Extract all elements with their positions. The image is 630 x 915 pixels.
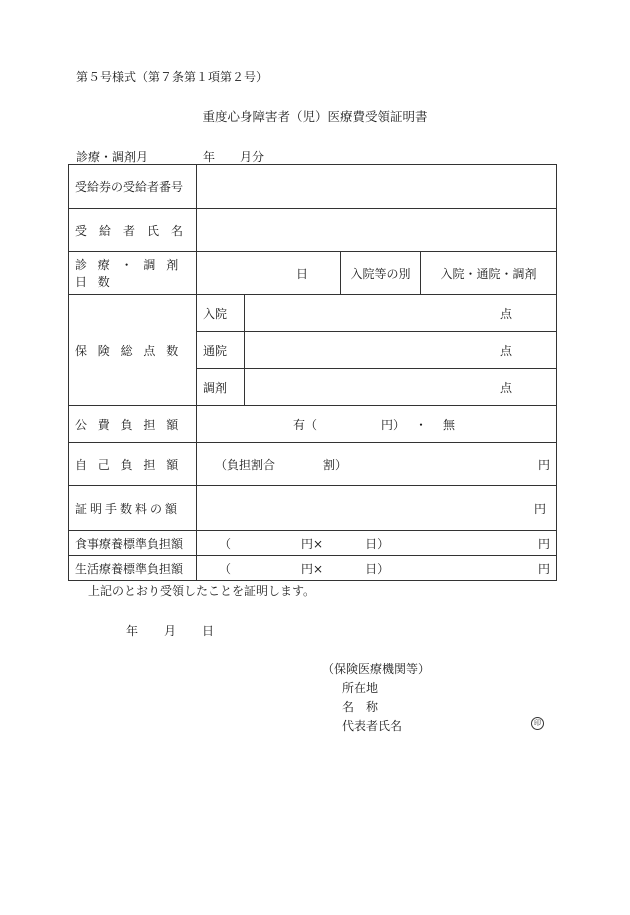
treatment-month-label: 診療・調剤月 <box>76 150 149 164</box>
living-burden-unit: 円 <box>537 561 550 576</box>
meal-burden-row <box>69 531 557 556</box>
institution-representative-row <box>322 717 544 736</box>
living-burden-yen-times: 円× <box>301 561 324 576</box>
treatment-days-label: 診療・調剤日数 <box>69 252 197 295</box>
meal-burden-unit: 円 <box>537 536 550 551</box>
admission-type-options[interactable]: 入院・通院・調剤 <box>421 252 557 295</box>
self-burden-label: 自己負担額 <box>69 443 197 486</box>
inpatient-points-field[interactable] <box>245 295 557 332</box>
representative-name-label: 代表者氏名 <box>342 719 403 733</box>
institution-name-label: 名 称 <box>342 700 379 714</box>
recipient-name-label: 受 給 者 氏 名 <box>69 209 197 252</box>
insurance-points-sub-label: 調剤 <box>197 369 245 406</box>
public-burden-row <box>69 406 557 443</box>
date-month-unit: 月 <box>164 624 177 638</box>
living-burden-open: （ <box>219 561 232 576</box>
public-burden-separator: ・ <box>415 417 428 432</box>
meal-burden-open: （ <box>219 536 232 551</box>
certificate-form-table <box>68 164 557 581</box>
self-burden-field[interactable] <box>197 443 557 486</box>
recipient-number-label: 受給券の受給者番号 <box>69 165 197 209</box>
burden-ratio-close: 割） <box>323 457 348 472</box>
insurance-points-label: 保険総点数 <box>69 295 197 406</box>
certificate-fee-unit: 円 <box>533 501 546 516</box>
recipient-name-row <box>69 209 557 252</box>
burden-ratio-open: （負担割合 <box>215 457 276 472</box>
living-burden-field[interactable] <box>197 556 557 581</box>
document-title: 重度心身障害者（児）医療費受領証明書 <box>202 109 428 124</box>
outpatient-points-field[interactable] <box>245 332 557 369</box>
institution-address-label: 所在地 <box>342 681 379 695</box>
treatment-days-unit: 日 <box>295 266 308 281</box>
certification-statement: 上記のとおり受領したことを証明します。 <box>88 584 316 598</box>
date-year-unit: 年 <box>126 624 139 638</box>
meal-burden-field[interactable] <box>197 531 557 556</box>
insurance-points-sub-label: 通院 <box>197 332 245 369</box>
living-burden-days: 日） <box>365 561 390 576</box>
self-burden-unit: 円 <box>537 457 550 472</box>
public-burden-no[interactable]: 無 <box>443 417 456 432</box>
insurance-points-row-inpatient <box>69 295 557 332</box>
date-day-unit: 日 <box>202 624 215 638</box>
meal-burden-label: 食事療養標準負担額 <box>69 531 197 556</box>
certificate-fee-row <box>69 486 557 531</box>
seal-icon: 印 <box>531 717 544 730</box>
treatment-days-row <box>69 252 557 295</box>
points-unit: 点 <box>499 306 512 321</box>
meal-burden-days: 日） <box>365 536 390 551</box>
recipient-number-row <box>69 165 557 209</box>
institution-heading: （保険医療機関等） <box>322 662 431 676</box>
admission-type-label: 入院等の別 <box>341 252 421 295</box>
public-burden-field[interactable] <box>197 406 557 443</box>
public-burden-label: 公費負担額 <box>69 406 197 443</box>
treatment-days-field[interactable] <box>197 252 341 295</box>
points-unit: 点 <box>499 343 512 358</box>
recipient-name-field[interactable] <box>197 209 557 252</box>
self-burden-row <box>69 443 557 486</box>
recipient-number-field[interactable] <box>197 165 557 209</box>
certificate-fee-field[interactable] <box>197 486 557 531</box>
public-burden-yes[interactable]: 有（ <box>293 417 318 432</box>
insurance-points-sub-label: 入院 <box>197 295 245 332</box>
treatment-month-year-unit: 年 <box>203 150 216 164</box>
public-burden-yen: 円） <box>381 417 400 432</box>
certificate-fee-label: 証明手数料の額 <box>69 486 197 531</box>
dispensing-points-field[interactable] <box>245 369 557 406</box>
living-burden-label: 生活療養標準負担額 <box>69 556 197 581</box>
points-unit: 点 <box>499 380 512 395</box>
institution-block <box>322 660 544 736</box>
living-burden-row <box>69 556 557 581</box>
meal-burden-yen-times: 円× <box>301 536 324 551</box>
form-number: 第５号様式（第７条第１項第２号） <box>76 70 269 84</box>
treatment-month-month-unit: 月分 <box>240 150 265 164</box>
certification-date[interactable] <box>126 622 214 639</box>
